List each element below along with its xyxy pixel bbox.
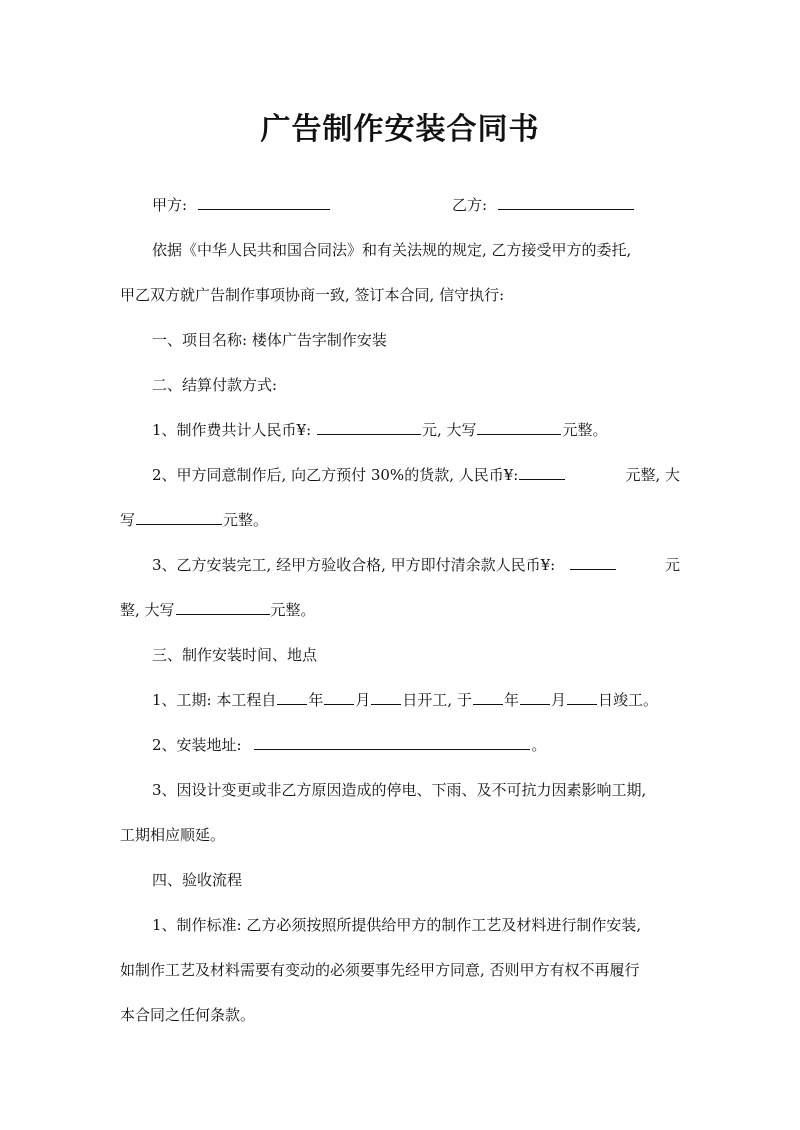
- prepay-words-blank: [136, 510, 222, 525]
- end-day-blank: [567, 690, 597, 705]
- party-b-label: 乙方:: [452, 196, 488, 214]
- clause-3-3: 3、因设计变更或非乙方原因造成的停电、下雨、及不可抗力因素影响工期,: [152, 781, 647, 799]
- clause-3-1-text-c: 月: [355, 691, 371, 709]
- clause-3-1-text-e: 年: [503, 691, 519, 709]
- party-b-blank: [498, 195, 634, 210]
- clause-2-2-cont: [120, 510, 268, 530]
- amount-words-blank: [477, 420, 561, 435]
- clause-2-3-text-c: 整, 大写: [120, 601, 175, 619]
- start-month-blank: [324, 690, 354, 705]
- prepay-blank: [519, 465, 565, 480]
- clause-2-2: [152, 465, 680, 485]
- section-4-heading: 四、验收流程: [152, 871, 243, 889]
- party-a-blank: [198, 195, 330, 210]
- clause-3-1: [152, 690, 658, 710]
- clause-2-1-text-a: 1、制作费共计人民币¥:: [152, 421, 312, 439]
- clause-3-1-text-b: 年: [308, 691, 324, 709]
- clause-4-1-end: 本合同之任何条款。: [120, 1006, 256, 1024]
- clause-3-2-text-b: 。: [531, 736, 547, 754]
- party-b-line: [452, 195, 635, 215]
- party-a-label: 甲方:: [152, 196, 188, 214]
- section-1-project-name: 一、项目名称: 楼体广告字制作安装: [152, 331, 387, 349]
- clause-2-2-text-d: 元整。: [223, 511, 269, 529]
- intro-line-1: 依据《中华人民共和国合同法》和有关法规的规定, 乙方接受甲方的委托,: [152, 241, 632, 259]
- clause-2-3-text-a: 3、乙方安装完工, 经甲方验收合格, 甲方即付清余款人民币¥:: [152, 556, 556, 574]
- clause-2-2-text-b: 元整, 大: [625, 466, 680, 484]
- clause-4-1-cont: 如制作工艺及材料需要有变动的必须要事先经甲方同意, 否则甲方有权不再履行: [120, 961, 640, 979]
- section-2-heading: 二、结算付款方式:: [152, 376, 278, 394]
- start-year-blank: [277, 690, 307, 705]
- clause-2-2-text-c: 写: [120, 511, 136, 529]
- clause-2-1-text-c: 元整。: [562, 421, 608, 439]
- clause-2-1: [152, 420, 608, 440]
- clause-2-2-text-a: 2、甲方同意制作后, 向乙方预付 30%的货款, 人民币¥:: [152, 466, 519, 484]
- clause-2-3-cont: [120, 600, 316, 620]
- clause-2-1-text-b: 元, 大写: [421, 421, 477, 439]
- clause-3-1-text-a: 1、工期: 本工程自: [152, 691, 277, 709]
- document-title: 广告制作安装合同书: [260, 112, 540, 147]
- balance-blank: [570, 555, 616, 570]
- clause-2-3-text-b: 元: [664, 556, 680, 574]
- start-day-blank: [371, 690, 401, 705]
- clause-3-1-text-d: 日开工, 于: [402, 691, 472, 709]
- intro-line-2: 甲乙双方就广告制作事项协商一致, 签订本合同, 信守执行:: [120, 286, 505, 304]
- balance-words-blank: [176, 600, 270, 615]
- clause-2-3: [152, 555, 680, 575]
- clause-4-1: 1、制作标准: 乙方必须按照所提供给甲方的制作工艺及材料进行制作安装,: [152, 916, 642, 934]
- install-address-blank: [254, 735, 530, 750]
- party-a-line: [152, 195, 331, 215]
- clause-3-1-text-g: 日竣工。: [597, 691, 658, 709]
- section-3-heading: 三、制作安装时间、地点: [152, 646, 318, 664]
- clause-3-1-text-f: 月: [550, 691, 566, 709]
- clause-2-3-text-d: 元整。: [270, 601, 316, 619]
- end-year-blank: [473, 690, 503, 705]
- clause-3-2: [152, 735, 546, 755]
- clause-3-3-cont: 工期相应顺延。: [120, 826, 226, 844]
- amount-blank: [317, 420, 421, 435]
- clause-3-2-text-a: 2、安装地址:: [152, 736, 242, 754]
- end-month-blank: [520, 690, 550, 705]
